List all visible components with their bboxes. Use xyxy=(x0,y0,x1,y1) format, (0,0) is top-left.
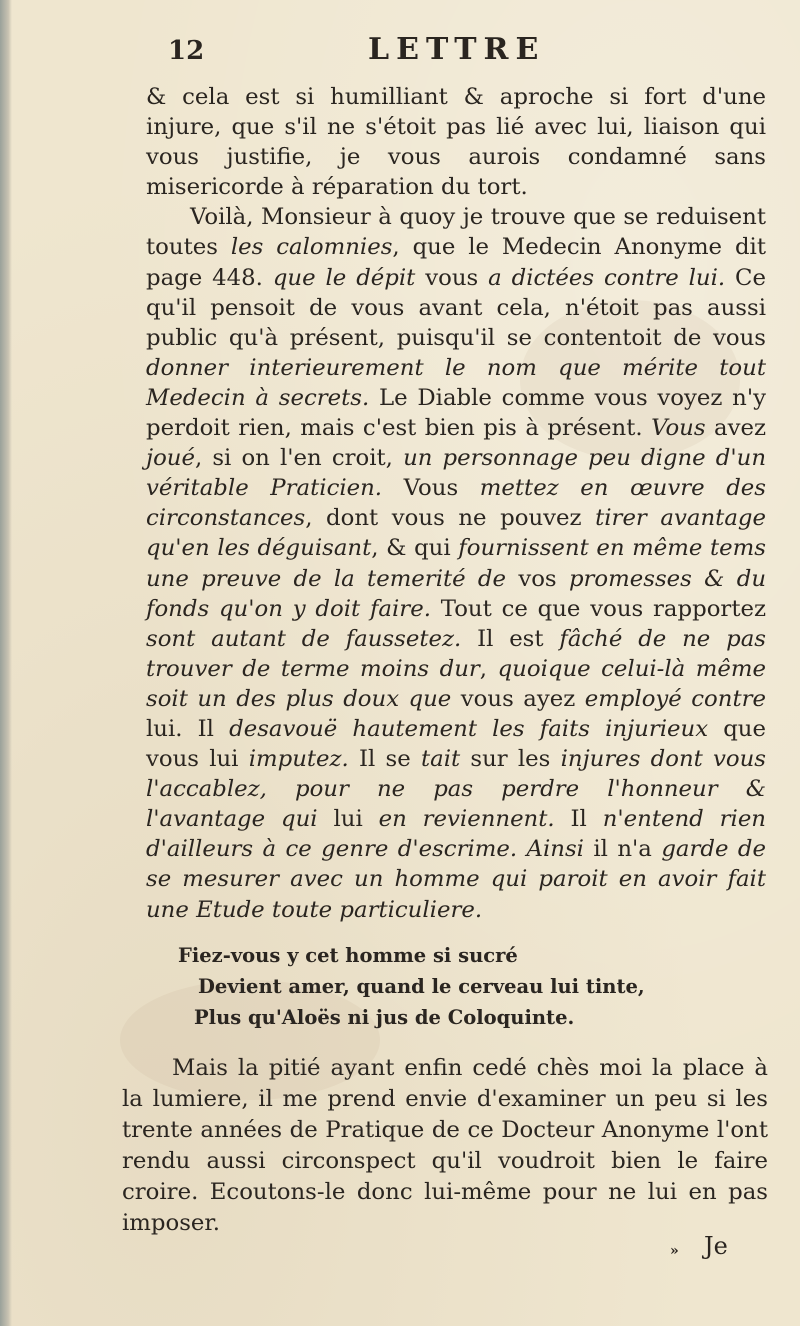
text-run: il n'a xyxy=(583,836,662,863)
text-run: Vous xyxy=(382,475,480,502)
italic-text-run: employé contre xyxy=(584,685,766,712)
verse-line: Devient amer, quand le cerveau lui tinte, xyxy=(198,975,645,998)
italic-text-run: donner interieurement le nom que mérite tout Medecin à secrets. xyxy=(146,354,766,411)
text-run: Le Diable comme vous voyez n'y perdoit rien, mais c'est bien pis à présent. xyxy=(146,384,766,442)
italic-text-run: fâché de ne pas trouver de terme moins dur xyxy=(146,625,766,682)
page-edge-shadow xyxy=(0,0,12,1326)
text-run: lui. Il xyxy=(146,715,230,742)
text-run: , que le Medecin Anonyme dit page 448. xyxy=(146,234,767,291)
catchword: Je xyxy=(704,1232,728,1260)
text-run: & cela est si humilliant & aproche si fort d'une injure, que s'il ne s'étoit pas lié avec lui, liaison qui vous justifie, je vous aurois condamné sans misericorde à réparation du tort. xyxy=(146,84,766,201)
signature-mark: » xyxy=(670,1243,679,1259)
text-run: , dont vous ne pouvez xyxy=(305,505,596,532)
text-run: Ce qu'il pensoit de vous avant cela, n'étoit pas aussi public qu'à présent, puisqu'il se contentoit de vous xyxy=(146,264,766,351)
text-run: , si on l'en croit, xyxy=(194,445,404,472)
paragraph-2 xyxy=(146,202,766,924)
text-run: vos xyxy=(506,565,569,592)
italic-text-run: en reviennent. xyxy=(378,806,555,833)
text-run: Voilà, Monsieur à quoy je trouve que se reduisent toutes xyxy=(146,204,766,261)
italic-text-run: imputez. xyxy=(248,746,349,773)
paragraph-1 xyxy=(146,82,766,202)
closing-text-block xyxy=(122,1053,768,1239)
italic-text-run: desavouë hautement les faits injurieux xyxy=(229,715,709,742)
italic-text-run: quoique celui-là même soit un des plus doux que xyxy=(146,655,766,712)
italic-text-run: les calomnies xyxy=(230,234,393,261)
text-run: Il se xyxy=(348,746,421,773)
main-text-block xyxy=(146,82,766,925)
italic-text-run: Vous xyxy=(651,415,706,442)
italic-text-run: garde de se mesurer avec un homme qui paroit en avoir fait une Etude toute particuliere. xyxy=(146,836,766,923)
italic-text-run: un personnage peu digne d'un véritable Praticien. xyxy=(146,445,767,502)
text-run: que vous lui xyxy=(146,715,766,773)
italic-text-run: n'entend rien d'ailleurs à ce genre d'escrime. Ainsi xyxy=(146,806,766,863)
text-run: Il xyxy=(554,806,603,833)
text-run: lui xyxy=(317,806,379,833)
italic-text-run: tirer avantage qu'en les déguisant xyxy=(146,505,766,562)
text-run: vous xyxy=(415,264,489,291)
italic-text-run: que le dépit xyxy=(272,264,416,291)
running-header xyxy=(160,34,720,68)
text-run: , & qui xyxy=(371,535,459,562)
paragraph-3: Mais la pitié ayant enfin cedé chès moi la place à la lumiere, il me prend envie d'examiner un peu si les trente années de Pratique de ce Docteur Anonyme l'ont rendu aussi circonspect qu'il voudroit bien le faire croire. Ecoutons-le donc lui-même pour ne lui en pas imposer. xyxy=(122,1055,768,1236)
page-number: 12 xyxy=(168,36,205,66)
verse-line: Fiez-vous y cet homme si sucré xyxy=(178,944,518,967)
verse-quotation xyxy=(178,940,698,1033)
text-run: sur les xyxy=(460,746,561,773)
text-run: Tout ce que vous rapportez xyxy=(430,595,766,622)
italic-text-run: mettez en œuvre des circonstances xyxy=(146,475,766,532)
text-run: , xyxy=(479,655,498,682)
italic-text-run: sont autant de faussetez. xyxy=(146,625,462,652)
verse-line: Plus qu'Aloës ni jus de Coloquinte. xyxy=(194,1006,575,1029)
italic-text-run: injures dont vous l'accablez, pour ne pas perdre l'honneur & l'avantage qui xyxy=(146,746,767,833)
italic-text-run: promesses & du fonds qu'on y doit faire. xyxy=(146,565,767,622)
italic-text-run: joué xyxy=(146,445,195,472)
italic-text-run: tait xyxy=(420,746,461,773)
text-run: avez xyxy=(705,415,766,442)
text-run: Il est xyxy=(461,625,560,652)
text-run: vous ayez xyxy=(451,685,585,712)
italic-text-run: fournissent en même tems une preuve de la temerité de xyxy=(146,535,766,592)
running-title: LETTRE xyxy=(368,32,546,67)
italic-text-run: a dictées contre lui. xyxy=(488,264,726,291)
